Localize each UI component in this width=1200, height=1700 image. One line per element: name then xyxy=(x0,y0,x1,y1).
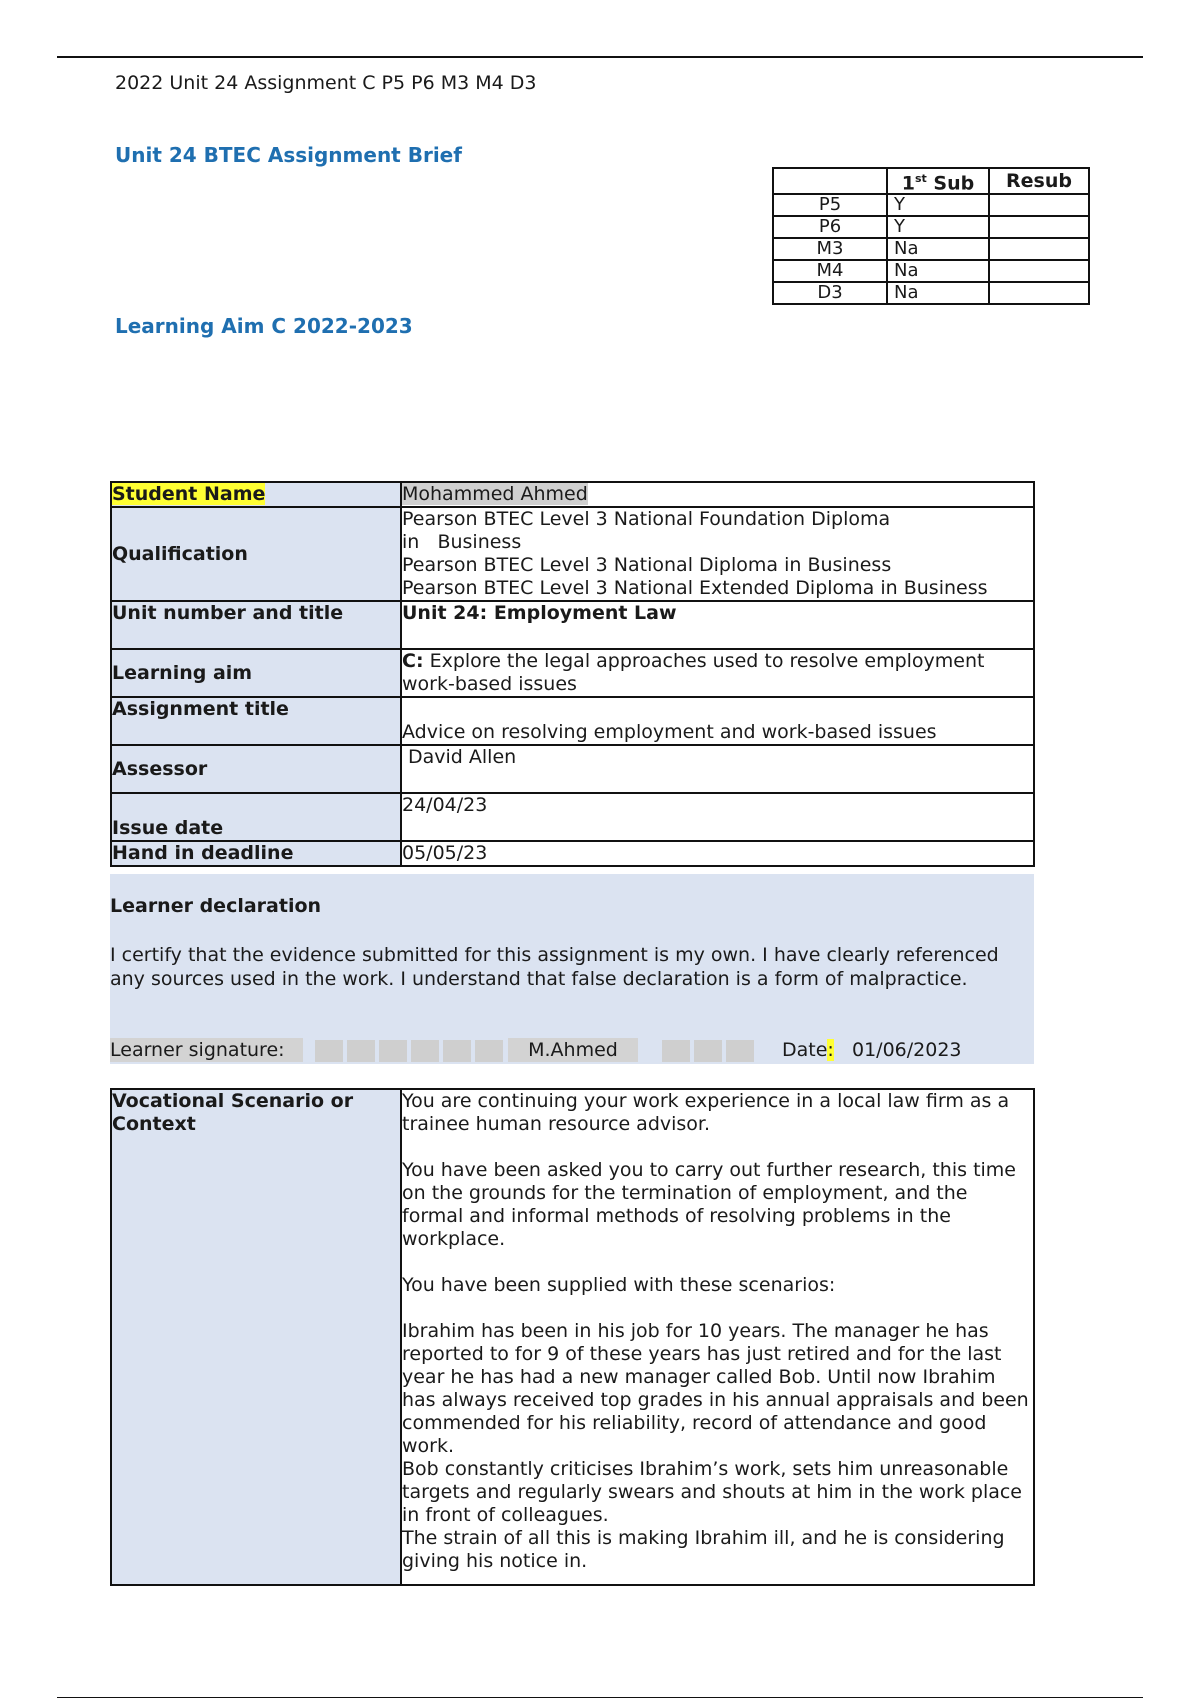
student-name-text: Mohammed Ahmed xyxy=(402,483,588,505)
signature-row xyxy=(110,1038,1034,1062)
scenario-table xyxy=(110,1088,1035,1586)
first-sub-header xyxy=(887,168,989,194)
declaration-text: I certify that the evidence submitted for this assignment is my own. I have clearly referenced any sources used in the work. I understand that false declaration is a form of malpractice. xyxy=(110,944,999,990)
learning-aim-prefix: C: xyxy=(402,650,424,672)
date-label xyxy=(782,1038,834,1062)
first-sub-header-text: Sub xyxy=(926,172,975,195)
shade-block xyxy=(726,1040,754,1062)
scenario-paragraph: Bob constantly criticises Ibrahim’s work, sets him unreasonable targets and regularly swears and shouts at him in the work place in front of colleagues. xyxy=(402,1458,1022,1526)
scenario-label: Vocational Scenario or Context xyxy=(111,1089,401,1585)
scenario-paragraph: You are continuing your work experience in a local law firm as a trainee human resource advisor. xyxy=(402,1090,1010,1135)
grade-row xyxy=(773,194,1089,216)
student-name-row xyxy=(111,482,1034,507)
learning-aim-value xyxy=(401,649,1034,697)
signature-value: M.Ahmed xyxy=(508,1038,638,1062)
qualification-line: Pearson BTEC Level 3 National Extended Diploma in Business xyxy=(402,577,988,599)
first-sub-cell: Y xyxy=(887,216,989,238)
resub-header: Resub xyxy=(989,168,1089,194)
assignment-title-label: Assignment title xyxy=(111,697,401,745)
learning-aim-title: Learning Aim C 2022-2023 xyxy=(115,314,413,338)
shade-block xyxy=(411,1040,439,1062)
learning-aim-text: Explore the legal approaches used to resolve employment work-based issues xyxy=(402,650,985,695)
scenario-paragraph: Ibrahim has been in his job for 10 years. The manager he has reported to for 9 of these years has just retired and for the last year he has had a new manager called Bob. Until now Ibrahim has always received top grades in his annual appraisals and been commended for his reliability, record of attendance and good work. xyxy=(402,1320,1029,1457)
document-header: 2022 Unit 24 Assignment C P5 P6 M3 M4 D3 xyxy=(115,72,537,94)
scenario-row xyxy=(111,1089,1034,1585)
issue-date-value: 24/04/23 xyxy=(401,793,1034,841)
resub-cell xyxy=(989,260,1089,282)
shade-block xyxy=(315,1040,343,1062)
issue-date-label: Issue date xyxy=(111,793,401,841)
criterion-cell: M3 xyxy=(773,238,887,260)
qualification-line: in Business xyxy=(402,531,522,553)
shade-block xyxy=(379,1040,407,1062)
assignment-title-row xyxy=(111,697,1034,745)
shade-block xyxy=(347,1040,375,1062)
first-sub-cell: Na xyxy=(887,238,989,260)
assessor-row xyxy=(111,745,1034,793)
scenario-paragraph: You have been asked you to carry out further research, this time on the grounds for the termination of employment, and the formal and informal methods of resolving problems in the workplace. xyxy=(402,1159,1016,1250)
assessor-value: David Allen xyxy=(401,745,1034,793)
student-name-value xyxy=(401,482,1034,507)
shade-block xyxy=(475,1040,503,1062)
shade-block xyxy=(694,1040,722,1062)
qualification-value xyxy=(401,507,1034,601)
first-sub-header-sup: st xyxy=(914,172,927,185)
resub-cell xyxy=(989,282,1089,304)
unit-value: Unit 24: Employment Law xyxy=(401,601,1034,649)
resub-cell xyxy=(989,194,1089,216)
grade-row xyxy=(773,238,1089,260)
criterion-cell: D3 xyxy=(773,282,887,304)
assignment-title-value: Advice on resolving employment and work-based issues xyxy=(401,697,1034,745)
learning-aim-label: Learning aim xyxy=(111,649,401,697)
deadline-value: 05/05/23 xyxy=(401,841,1034,866)
qualification-label: Qualification xyxy=(111,507,401,601)
unit-label: Unit number and title xyxy=(111,601,401,649)
learning-aim-row xyxy=(111,649,1034,697)
criterion-cell: M4 xyxy=(773,260,887,282)
criterion-header-cell xyxy=(773,168,887,194)
shade-block xyxy=(662,1040,690,1062)
first-sub-cell: Y xyxy=(887,194,989,216)
resub-cell xyxy=(989,238,1089,260)
scenario-content xyxy=(401,1089,1034,1585)
scenario-paragraph: The strain of all this is making Ibrahim ill, and he is considering giving his notice in. xyxy=(402,1527,1005,1572)
criterion-cell: P6 xyxy=(773,216,887,238)
assignment-info-table xyxy=(110,481,1035,867)
shade-block xyxy=(443,1040,471,1062)
grade-row xyxy=(773,282,1089,304)
grade-row xyxy=(773,216,1089,238)
signature-label: Learner signature: xyxy=(110,1038,303,1062)
brief-title: Unit 24 BTEC Assignment Brief xyxy=(115,143,462,167)
criterion-cell: P5 xyxy=(773,194,887,216)
first-sub-header-num: 1 xyxy=(901,172,915,195)
learner-declaration xyxy=(110,874,1034,1064)
date-label-text: Date xyxy=(782,1039,828,1061)
assessor-label: Assessor xyxy=(111,745,401,793)
qualification-row xyxy=(111,507,1034,601)
issue-date-row xyxy=(111,793,1034,841)
deadline-row xyxy=(111,841,1034,866)
grade-table-header-row xyxy=(773,168,1089,194)
declaration-title: Learner declaration xyxy=(110,895,322,917)
bottom-rule xyxy=(57,1697,1143,1698)
first-sub-cell: Na xyxy=(887,282,989,304)
first-sub-cell: Na xyxy=(887,260,989,282)
grade-row xyxy=(773,260,1089,282)
date-label-colon: : xyxy=(827,1039,834,1061)
qualification-line: Pearson BTEC Level 3 National Diploma in Business xyxy=(402,554,892,576)
deadline-label: Hand in deadline xyxy=(111,841,401,866)
date-value: 01/06/2023 xyxy=(852,1039,962,1061)
student-name-label xyxy=(111,482,401,507)
grade-table xyxy=(772,167,1090,305)
unit-row xyxy=(111,601,1034,649)
scenario-paragraph: You have been supplied with these scenarios: xyxy=(402,1274,836,1296)
qualification-line: Pearson BTEC Level 3 National Foundation Diploma xyxy=(402,508,891,530)
resub-cell xyxy=(989,216,1089,238)
student-name-label-text: Student Name xyxy=(112,483,266,505)
top-rule xyxy=(57,56,1143,58)
